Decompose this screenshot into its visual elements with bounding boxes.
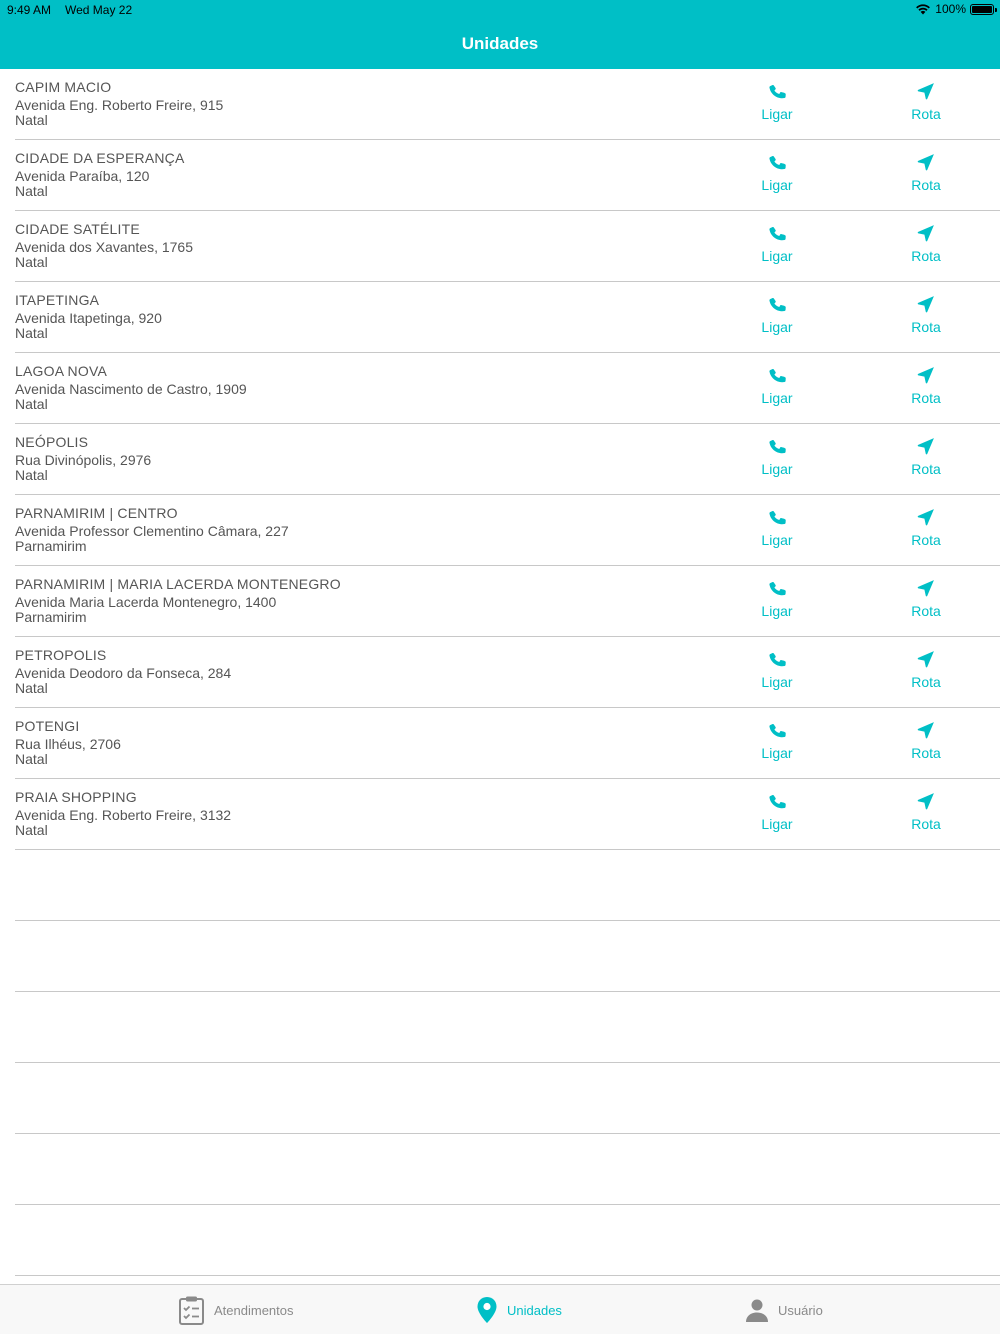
phone-icon (767, 223, 787, 243)
call-label: Ligar (761, 106, 793, 122)
call-button[interactable] (747, 578, 807, 619)
unit-row[interactable] (0, 211, 1000, 282)
phone-icon (767, 152, 787, 172)
call-button[interactable] (747, 294, 807, 335)
call-label: Ligar (761, 319, 793, 335)
unit-address: Avenida Eng. Roberto Freire, 3132 (15, 807, 232, 823)
unit-name: PETROPOLIS (15, 647, 107, 663)
unit-row[interactable] (0, 566, 1000, 637)
route-label: Rota (911, 248, 941, 264)
navigation-arrow-icon (916, 294, 936, 314)
unit-row[interactable] (0, 495, 1000, 566)
route-label: Rota (911, 816, 941, 832)
unit-row[interactable] (0, 69, 1000, 140)
phone-icon (767, 649, 787, 669)
unit-row[interactable] (0, 779, 1000, 850)
unit-address: Avenida Eng. Roberto Freire, 915 (15, 97, 224, 113)
call-button[interactable] (747, 649, 807, 690)
page-title: Unidades (461, 34, 539, 53)
battery-icon (970, 4, 994, 15)
unit-address: Avenida Maria Lacerda Montenegro, 1400 (15, 594, 277, 610)
route-button[interactable] (896, 507, 956, 548)
call-label: Ligar (761, 745, 793, 761)
unit-address: Avenida dos Xavantes, 1765 (15, 239, 193, 255)
call-button[interactable] (747, 223, 807, 264)
unit-city: Natal (15, 254, 48, 270)
unit-city: Natal (15, 751, 48, 767)
route-label: Rota (911, 603, 941, 619)
user-icon (745, 1298, 769, 1322)
route-button[interactable] (896, 578, 956, 619)
unit-address: Rua Ilhéus, 2706 (15, 736, 121, 752)
empty-row (0, 1205, 1000, 1276)
route-label: Rota (911, 674, 941, 690)
call-label: Ligar (761, 816, 793, 832)
empty-row (0, 921, 1000, 992)
empty-row (0, 1063, 1000, 1134)
call-label: Ligar (761, 461, 793, 477)
unit-city: Natal (15, 822, 48, 838)
unit-city: Natal (15, 325, 48, 341)
route-button[interactable] (896, 223, 956, 264)
route-label: Rota (911, 106, 941, 122)
route-button[interactable] (896, 720, 956, 761)
unit-name: PARNAMIRIM | CENTRO (15, 505, 178, 521)
unit-row[interactable] (0, 424, 1000, 495)
phone-icon (767, 507, 787, 527)
unit-name: PARNAMIRIM | MARIA LACERDA MONTENEGRO (15, 576, 341, 592)
tab-atendimentos[interactable] (178, 1285, 294, 1334)
navigation-arrow-icon (916, 365, 936, 385)
call-label: Ligar (761, 532, 793, 548)
route-button[interactable] (896, 365, 956, 406)
phone-icon (767, 436, 787, 456)
status-time: 9:49 AM (7, 3, 52, 17)
phone-icon (767, 365, 787, 385)
route-button[interactable] (896, 294, 956, 335)
navigation-arrow-icon (916, 223, 936, 243)
call-button[interactable] (747, 791, 807, 832)
unit-name: CIDADE SATÉLITE (15, 221, 140, 237)
empty-row (0, 992, 1000, 1063)
navigation-arrow-icon (916, 720, 936, 740)
route-label: Rota (911, 745, 941, 761)
call-label: Ligar (761, 248, 793, 264)
unit-address: Avenida Paraíba, 120 (15, 168, 150, 184)
navigation-arrow-icon (916, 791, 936, 811)
navigation-arrow-icon (916, 81, 936, 101)
call-button[interactable] (747, 365, 807, 406)
unit-city: Natal (15, 396, 48, 412)
unit-row[interactable] (0, 353, 1000, 424)
unit-name: NEÓPOLIS (15, 434, 89, 450)
navigation-arrow-icon (916, 578, 936, 598)
unit-city: Natal (15, 183, 48, 199)
call-label: Ligar (761, 390, 793, 406)
unit-address: Avenida Deodoro da Fonseca, 284 (15, 665, 232, 681)
route-label: Rota (911, 390, 941, 406)
call-button[interactable] (747, 720, 807, 761)
unit-city: Natal (15, 680, 48, 696)
route-button[interactable] (896, 791, 956, 832)
status-date: Wed May 22 (65, 3, 133, 17)
unit-row[interactable] (0, 140, 1000, 211)
wifi-icon (915, 3, 931, 15)
unit-name: LAGOA NOVA (15, 363, 107, 379)
unit-address: Avenida Nascimento de Castro, 1909 (15, 381, 247, 397)
units-list (0, 69, 1000, 1276)
unit-address: Avenida Professor Clementino Câmara, 227 (15, 523, 289, 539)
call-label: Ligar (761, 603, 793, 619)
phone-icon (767, 791, 787, 811)
unit-name: ITAPETINGA (15, 292, 100, 308)
route-button[interactable] (896, 649, 956, 690)
tab-usuario[interactable] (745, 1285, 823, 1334)
navigation-arrow-icon (916, 436, 936, 456)
tab-unidades[interactable] (476, 1285, 562, 1334)
phone-icon (767, 578, 787, 598)
route-label: Rota (911, 532, 941, 548)
call-label: Ligar (761, 674, 793, 690)
phone-icon (767, 720, 787, 740)
unit-name: CAPIM MACIO (15, 79, 112, 95)
route-button[interactable] (896, 436, 956, 477)
unit-city: Natal (15, 467, 48, 483)
unit-row[interactable] (0, 637, 1000, 708)
unit-city: Natal (15, 112, 48, 128)
unit-name: POTENGI (15, 718, 80, 734)
empty-row (0, 850, 1000, 921)
call-button[interactable] (747, 436, 807, 477)
route-button[interactable] (896, 152, 956, 193)
navigation-arrow-icon (916, 152, 936, 172)
unit-row[interactable] (0, 282, 1000, 353)
route-button[interactable] (896, 81, 956, 122)
unit-row[interactable] (0, 708, 1000, 779)
unit-address: Rua Divinópolis, 2976 (15, 452, 152, 468)
status-indicators (915, 2, 994, 16)
call-button[interactable] (747, 507, 807, 548)
call-label: Ligar (761, 177, 793, 193)
unit-address: Avenida Itapetinga, 920 (15, 310, 162, 326)
route-label: Rota (911, 319, 941, 335)
unit-name: CIDADE DA ESPERANÇA (15, 150, 185, 166)
phone-icon (767, 81, 787, 101)
navigation-arrow-icon (916, 649, 936, 669)
map-pin-icon (476, 1296, 498, 1324)
unit-name: PRAIA SHOPPING (15, 789, 137, 805)
tab-bar (0, 1284, 1000, 1334)
empty-row (0, 1134, 1000, 1205)
unit-city: Parnamirim (15, 538, 87, 554)
clipboard-icon (178, 1295, 205, 1326)
call-button[interactable] (747, 152, 807, 193)
route-label: Rota (911, 177, 941, 193)
unit-city: Parnamirim (15, 609, 87, 625)
status-bar (0, 0, 1000, 20)
route-label: Rota (911, 461, 941, 477)
battery-percent: 100% (935, 2, 966, 16)
phone-icon (767, 294, 787, 314)
call-button[interactable] (747, 81, 807, 122)
tab-label-usuario: Usuário (778, 1302, 823, 1318)
tab-label-unidades: Unidades (507, 1302, 562, 1318)
navigation-arrow-icon (916, 507, 936, 527)
navigation-header (0, 0, 1000, 69)
tab-label-atendimentos: Atendimentos (214, 1302, 294, 1318)
